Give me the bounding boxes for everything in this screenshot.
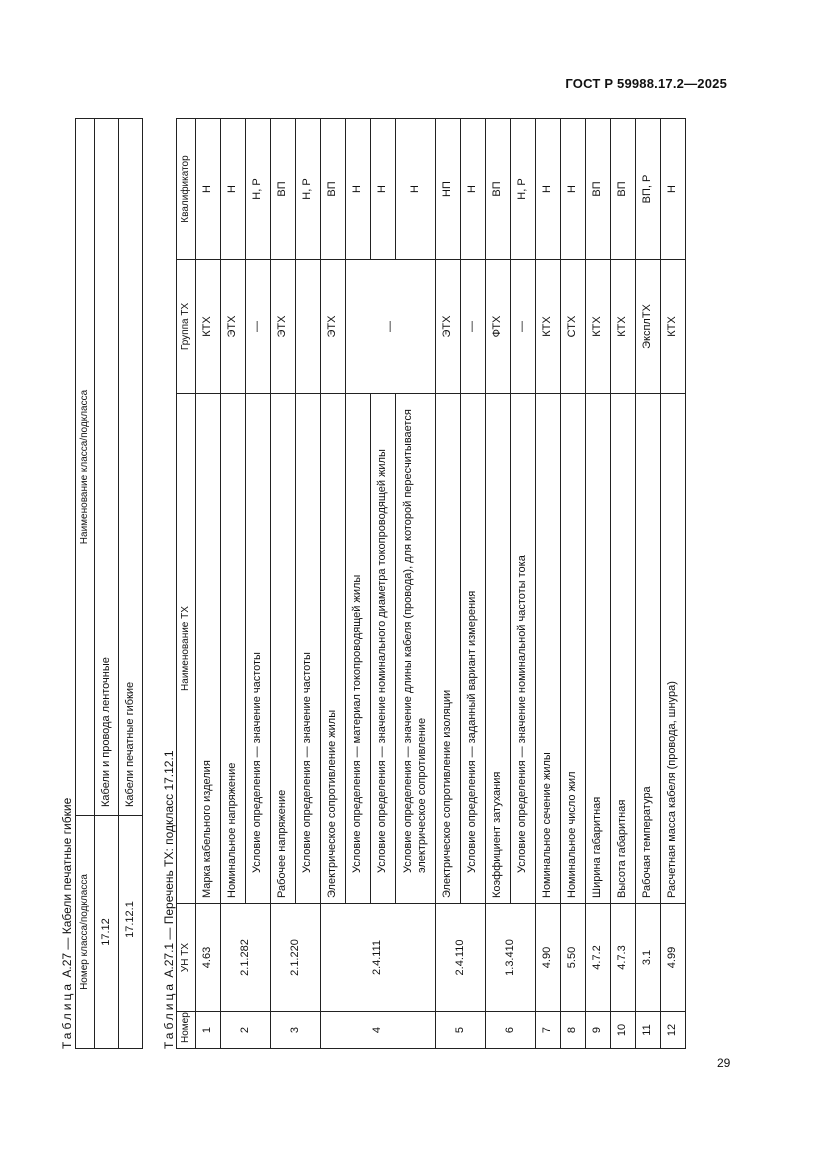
col-header-un: УН ТХ bbox=[177, 904, 196, 1012]
col-header-number: Номер bbox=[177, 1012, 196, 1049]
tx-group bbox=[296, 260, 321, 394]
table-row bbox=[611, 119, 636, 1049]
un-code: 2.1.220 bbox=[271, 904, 321, 1012]
tx-group: КТХ bbox=[611, 260, 636, 394]
tx-name: Условие определения — материал токопроводящей жилы bbox=[346, 394, 371, 904]
tx-qualifier: Н bbox=[561, 119, 586, 260]
un-code: 4.7.2 bbox=[586, 904, 611, 1012]
tx-group: ЭТХ bbox=[321, 260, 346, 394]
page-number: 29 bbox=[717, 1056, 731, 1070]
row-number: 1 bbox=[196, 1012, 221, 1049]
tx-name: Ширина габаритная bbox=[586, 394, 611, 904]
tx-group: — bbox=[246, 260, 271, 394]
table-a27 bbox=[75, 118, 143, 1049]
tx-qualifier: Н bbox=[461, 119, 486, 260]
tx-name: Рабочая температура bbox=[636, 394, 661, 904]
row-number: 4 bbox=[321, 1012, 436, 1049]
tx-name: Расчетная масса кабеля (провода, шнура) bbox=[661, 394, 686, 904]
un-code: 5.50 bbox=[561, 904, 586, 1012]
tx-qualifier: Н bbox=[196, 119, 221, 260]
row-number: 2 bbox=[221, 1012, 271, 1049]
tx-group: ЭТХ bbox=[221, 260, 246, 394]
row-number: 9 bbox=[586, 1012, 611, 1049]
tx-name: Условие определения — значение длины кабеля (провода), для которой пересчитывается электрическое сопротивление bbox=[396, 394, 436, 904]
tx-qualifier: Н bbox=[661, 119, 686, 260]
tx-qualifier: ВП, Р bbox=[636, 119, 661, 260]
table-row bbox=[271, 119, 296, 1049]
table-row bbox=[119, 119, 143, 1049]
tx-name: Условие определения — значение номинального диаметра токопроводящей жилы bbox=[371, 394, 396, 904]
table-row bbox=[586, 119, 611, 1049]
table-row bbox=[486, 119, 511, 1049]
tx-qualifier: ВП bbox=[611, 119, 636, 260]
tx-qualifier: ВП bbox=[321, 119, 346, 260]
row-number: 5 bbox=[436, 1012, 486, 1049]
table-a271 bbox=[176, 118, 686, 1049]
table-row bbox=[95, 119, 119, 1049]
table-row bbox=[536, 119, 561, 1049]
document-code: ГОСТ Р 59988.17.2—2025 bbox=[565, 76, 727, 91]
table-row bbox=[561, 119, 586, 1049]
tx-qualifier: ВП bbox=[486, 119, 511, 260]
tx-name: Электрическое сопротивление изоляции bbox=[436, 394, 461, 904]
tx-qualifier: Н, Р bbox=[511, 119, 536, 260]
un-code: 4.99 bbox=[661, 904, 686, 1012]
tx-name: Рабочее напряжение bbox=[271, 394, 296, 904]
tx-group: ФТХ bbox=[486, 260, 511, 394]
tx-name: Высота габаритная bbox=[611, 394, 636, 904]
table-row bbox=[636, 119, 661, 1049]
un-code: 1.3.410 bbox=[486, 904, 536, 1012]
col-header-tx-name: Наименование ТХ bbox=[177, 394, 196, 904]
un-code: 2.1.282 bbox=[221, 904, 271, 1012]
tx-name: Номинальное напряжение bbox=[221, 394, 246, 904]
tx-name: Электрическое сопротивление жилы bbox=[321, 394, 346, 904]
tx-group: СТХ bbox=[561, 260, 586, 394]
table-row bbox=[436, 119, 461, 1049]
un-code: 4.90 bbox=[536, 904, 561, 1012]
tx-group: КТХ bbox=[661, 260, 686, 394]
tx-qualifier: Н, Р bbox=[296, 119, 321, 260]
col-header-group: Группа ТХ bbox=[177, 260, 196, 394]
tx-group: — bbox=[461, 260, 486, 394]
tx-name: Коэффициент затухания bbox=[486, 394, 511, 904]
tx-group: КТХ bbox=[536, 260, 561, 394]
table-row bbox=[321, 119, 346, 1049]
row-number: 8 bbox=[561, 1012, 586, 1049]
tx-group: — bbox=[511, 260, 536, 394]
tx-name: Номинальное сечение жилы bbox=[536, 394, 561, 904]
tx-group: — bbox=[346, 260, 436, 394]
table-a27-caption: Таблица А.27 — Кабели печатные гибкие bbox=[60, 797, 74, 1049]
col-header-code: Номер класса/подкласса bbox=[76, 816, 95, 1049]
tx-qualifier: Н bbox=[396, 119, 436, 260]
table-row bbox=[196, 119, 221, 1049]
row-number: 11 bbox=[636, 1012, 661, 1049]
row-number: 12 bbox=[661, 1012, 686, 1049]
tx-qualifier: ВП bbox=[271, 119, 296, 260]
row-number: 6 bbox=[486, 1012, 536, 1049]
tx-qualifier: Н bbox=[371, 119, 396, 260]
un-code: 4.7.3 bbox=[611, 904, 636, 1012]
tx-group: ЭТХ bbox=[271, 260, 296, 394]
class-code: 17.12.1 bbox=[119, 816, 143, 1049]
table-row bbox=[221, 119, 246, 1049]
tx-qualifier: Н bbox=[221, 119, 246, 260]
tx-qualifier: Н, Р bbox=[246, 119, 271, 260]
tx-name: Условие определения — значение частоты bbox=[246, 394, 271, 904]
un-code: 2.4.111 bbox=[321, 904, 436, 1012]
table-a271-caption: Таблица А.27.1 — Перечень ТХ: подкласс 17.12.1 bbox=[162, 750, 176, 1049]
tx-group: ЭТХ bbox=[436, 260, 461, 394]
row-number: 3 bbox=[271, 1012, 321, 1049]
un-code: 3.1 bbox=[636, 904, 661, 1012]
row-number: 7 bbox=[536, 1012, 561, 1049]
tx-name: Условие определения — заданный вариант измерения bbox=[461, 394, 486, 904]
class-name: Кабели и провода ленточные bbox=[95, 119, 119, 816]
col-header-qualifier: Квалификатор bbox=[177, 119, 196, 260]
tx-name: Условие определения — значение номинальной частоты тока bbox=[511, 394, 536, 904]
row-number: 10 bbox=[611, 1012, 636, 1049]
tx-name: Номинальное число жил bbox=[561, 394, 586, 904]
tx-qualifier: ВП bbox=[586, 119, 611, 260]
tx-name: Марка кабельного изделия bbox=[196, 394, 221, 904]
tx-qualifier: НП bbox=[436, 119, 461, 260]
tx-group: КТХ bbox=[196, 260, 221, 394]
tx-group: ЭксплТХ bbox=[636, 260, 661, 394]
un-code: 4.63 bbox=[196, 904, 221, 1012]
rotated-page-content bbox=[60, 49, 720, 1049]
tx-qualifier: Н bbox=[536, 119, 561, 260]
un-code: 2.4.110 bbox=[436, 904, 486, 1012]
tx-qualifier: Н bbox=[346, 119, 371, 260]
class-code: 17.12 bbox=[95, 816, 119, 1049]
tx-name: Условие определения — значение частоты bbox=[296, 394, 321, 904]
class-name: Кабели печатные гибкие bbox=[119, 119, 143, 816]
tx-group: КТХ bbox=[586, 260, 611, 394]
col-header-name: Наименование класса/подкласса bbox=[76, 119, 95, 816]
table-row bbox=[661, 119, 686, 1049]
